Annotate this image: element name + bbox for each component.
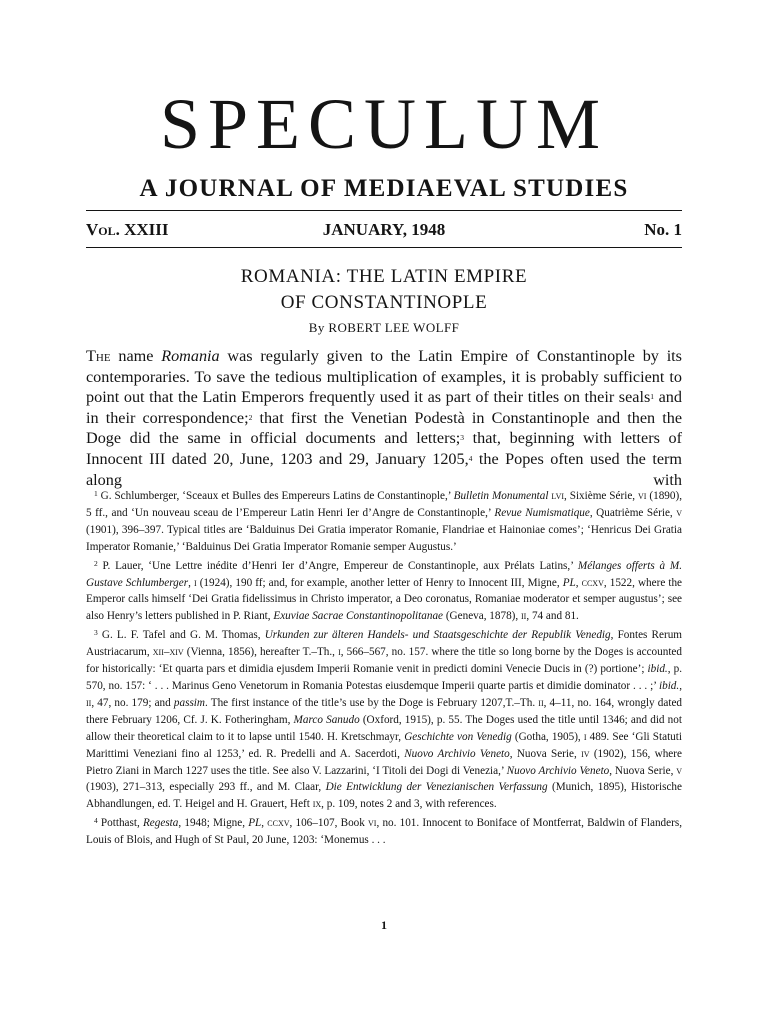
text-run: , Nuova Serie, [609, 764, 677, 777]
text-run: name [110, 347, 162, 365]
text-run: ccxv [581, 576, 604, 589]
text-run: (1890), 5 ff., and ‘Un nouveau sceau de l’Empereur Latin Henri Ier d’Angre de Constantinople,’ [86, 490, 683, 519]
footnotes [86, 486, 682, 849]
text-run: , 74 and 81. [526, 610, 579, 623]
text-run: Potthast, [97, 817, 143, 830]
italic-text: Marco Sanudo [293, 713, 360, 726]
journal-title: SPECULUM [159, 84, 609, 164]
article-title-line-2: OF CONSTANTINOPLE [280, 292, 488, 313]
text-run: , no. 101. Innocent to Boniface of Montferrat, Baldwin of Flanders, Louis of Blois, and Hugh of St Paul, 20 June, 1203: ‘Monemus . . . [86, 817, 682, 847]
footnote-4 [86, 813, 682, 849]
text-run: , 566–567, no. 157. where the title so long borne by the Doges is accounted for historically: ‘Et quarta pars et dimidia ejusdem Imperii Romanie venit in predicti domini Venecie Ducis in (?) portione’; [86, 646, 682, 676]
text-run: , 1522, where the Emperor calls himself ‘Dei Gratia fidelissimus in Christo imperator, a Deo coronatus, Romaniae moderator et semper augustus’; see also Henry’s letters published in P. Riant, [86, 576, 683, 623]
text-run: ii [86, 696, 92, 709]
text-run: , 1948; Migne, [178, 817, 249, 830]
text-run: , Nuova Serie, [509, 747, 582, 760]
text-run: (1901), 396–397. Typical titles are ‘Balduinus Dei Gratia imperator Romanie, Flandriae et Hainoniae comes’; ‘Henricus Dei Gratia Imperator Romanie,’ ‘Balduinus Dei Gratia Imperator Romanie semper Augustus.’ [86, 523, 682, 553]
text-run: i [583, 730, 587, 743]
italic-text: passim [173, 696, 205, 709]
italic-text: Die Entwicklung der Venezianischen Verfassung [325, 781, 548, 794]
text-run: (Vienna, 1856), hereafter T.–Th., [183, 646, 339, 659]
text-run: , [188, 576, 194, 589]
text-run: i [338, 646, 341, 659]
text-run: that, beginning with letters of Innocent III dated 20, June, 1203 and 29, January 1205, [86, 429, 682, 468]
italic-text: PL [562, 576, 576, 589]
text-run: , Fontes Rerum Austriacarum, [86, 629, 682, 659]
text-run: ii [521, 610, 527, 623]
text-run: iv [581, 747, 590, 760]
text-run: , Sixième Série, [564, 490, 639, 502]
text-run: . The first instance of the title’s use by the Doge is February 1207,T.–Th. [205, 696, 539, 709]
text-run: , p. 109, notes 2 and 3, with references. [321, 798, 497, 811]
italic-text: Exuviae Sacrae Constantinopolitanae [273, 610, 444, 623]
text-run: (Oxford, 1915), p. 55. The Doges used the title until 1346; and did not allow their theoretical claim to it to lapse until 1540. H. Kretschmayr, [86, 713, 682, 743]
footnote-marker: 4 [94, 816, 98, 826]
text-run: xii–xiv [152, 646, 184, 659]
text-run: lvi [551, 490, 565, 502]
text-run: and in their correspondence; [86, 388, 682, 427]
footnote-1 [86, 486, 682, 556]
text-run: was regularly given to the Latin Empire of Constantinople by its contemporaries. To save the tedious multiplication of examples, it is probably sufficient to point out that the Latin Emperors frequently used it as part of their titles on their seals [86, 347, 682, 407]
text-run: , 4–11, no. 164, wrongly dated there February 1206, Cf. J. K. Fotheringham, [86, 696, 682, 726]
text-run: vi [368, 817, 377, 830]
text-run: ix [312, 798, 322, 811]
text-run: (Geneva, 1878), [443, 610, 522, 623]
text-run: (1902), 156, where Pietro Ziani in March 1227 uses the title. See also V. Lazzarini, ‘I Titoli dei Dogi di Venezia,’ [86, 747, 682, 777]
footnote-marker: 1 [650, 392, 655, 402]
body-paragraph [86, 346, 682, 490]
footnote-marker: 4 [468, 453, 473, 463]
text-run: v [676, 506, 683, 519]
italic-text: Nuovo Archivio Veneto [404, 747, 510, 760]
article-body [86, 346, 682, 490]
italic-text: PL [248, 817, 262, 830]
italic-text: Mélanges offerts à M. Gustave Schlumberger [86, 559, 683, 589]
article-title-line-1: ROMANIA: THE LATIN EMPIRE [240, 266, 528, 287]
issue-date: JANUARY, 1948 [322, 220, 446, 239]
italic-text: Revue Numismatique [494, 506, 590, 519]
footnote-marker: 3 [94, 628, 98, 638]
text-run: ccxv [267, 817, 290, 830]
issue-number: No. 1 [644, 220, 682, 239]
footnote-3 [86, 625, 682, 813]
italic-text: Geschichte von Venedig [404, 730, 512, 743]
text-run: 489. See ‘Gli Statuti Marittimi Veneziani fino al 1253,’ ed. R. Predelli and A. Sacerdoti, [86, 730, 682, 760]
text-run: that first the Venetian Podestà in Constantinople and then the Doge did the same in official documents and letters; [86, 408, 682, 448]
text-run: , 47, no. 179; and [91, 696, 174, 709]
article-title [0, 264, 768, 316]
text-run: , Quatrième Série, [589, 506, 677, 519]
volume-label: Vol. XXIII [86, 220, 169, 239]
footnote-marker: 2 [248, 412, 253, 422]
italic-text: ibid. [647, 663, 668, 676]
italic-text: Urkunden zur älteren Handels- und Staatsgeschichte der Republik Venedig [264, 629, 611, 642]
text-run: , [261, 817, 268, 830]
text-run: , p. 570, no. 157: ‘ . . . Marinus Geno Venetorum in Romania Potestas eiusdemque Imperii quarte partis et dimidie dominator . . . ;’ [86, 663, 682, 692]
text-run: the Popes often used the term along with [86, 449, 682, 489]
page-number: 1 [381, 918, 387, 932]
text-run: G. Schlumberger, ‘Sceaux et Bulles des Empereurs Latins de Constantinople,’ [97, 490, 454, 502]
italic-text: Nuovo Archivio Veneto [506, 764, 610, 777]
top-rule [86, 210, 682, 211]
italic-text: ibid. [659, 679, 680, 692]
journal-subtitle: A JOURNAL OF MEDIAEVAL STUDIES [139, 175, 629, 202]
text-run: (1924), 190 ff; and, for example, another letter of Henry to Innocent III, Migne, [196, 576, 563, 589]
bottom-rule [86, 247, 682, 248]
text-run: (Munich, 1895), Historische Abhandlungen, ed. T. Heigel and H. Grauert, Heft [86, 781, 682, 811]
author-byline: By ROBERT LEE WOLFF [308, 320, 460, 335]
italic-text: Bulletin Monumental [453, 490, 549, 502]
text-run: P. Lauer, ‘Une Lettre inédite d’Henri Ier d’Angre, Empereur de Constantinople, aux Prélats Latins,’ [97, 559, 578, 572]
text-run: , [575, 576, 582, 589]
footnote-2 [86, 556, 682, 626]
text-run: vi [638, 490, 647, 502]
text-run: (1903), 271–313, especially 293 ff., and M. Claar, [86, 781, 326, 794]
footnote-marker: 1 [94, 489, 98, 498]
footnote-marker: 3 [460, 433, 465, 443]
italic-text: Romania [161, 347, 220, 365]
text-run: (Gotha, 1905), [511, 730, 584, 743]
text-run: v [676, 764, 682, 777]
text-run: G. L. F. Tafel and G. M. Thomas, [97, 629, 265, 642]
text-run: ii [538, 696, 544, 709]
italic-text: Regesta [142, 817, 179, 830]
footnote-marker: 2 [94, 558, 98, 568]
text-run: The [86, 347, 111, 365]
text-run: i [193, 576, 197, 589]
text-run: , [679, 679, 682, 692]
text-run: , 106–107, Book [289, 817, 369, 830]
